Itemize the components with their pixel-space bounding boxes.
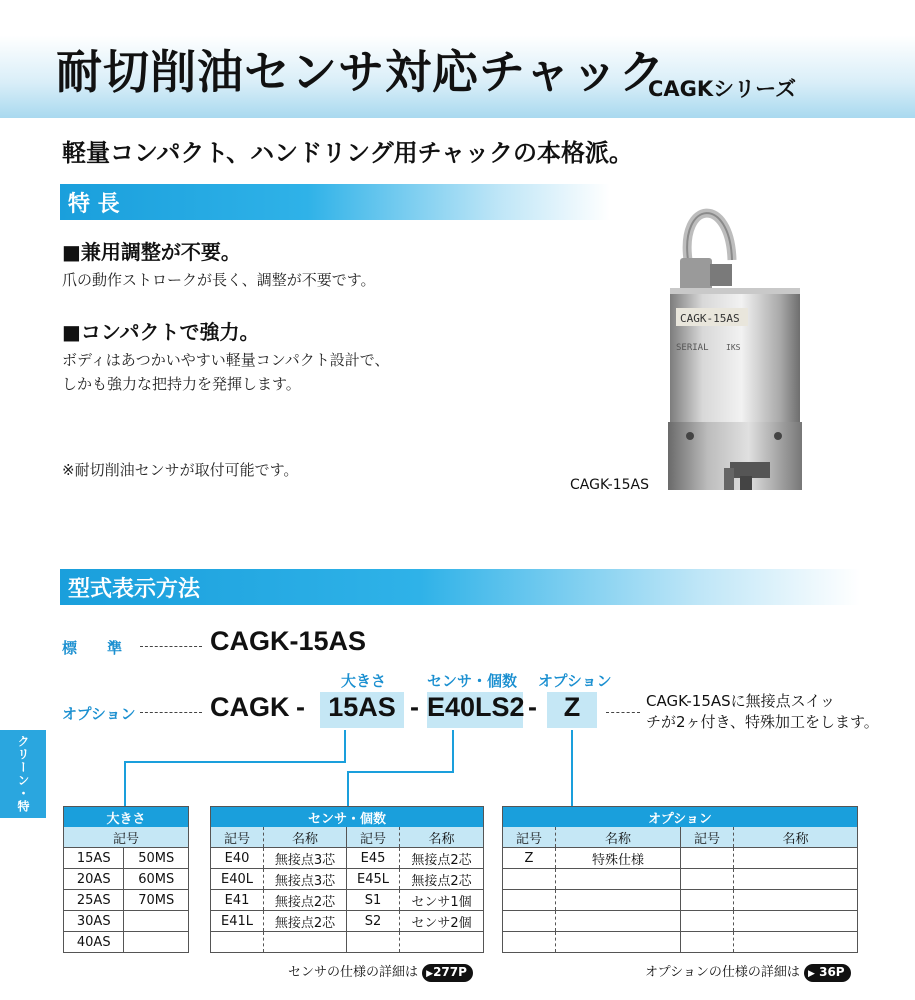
sensor-spec-reference: センサの仕様の詳細は ▶277P <box>288 961 473 982</box>
features-section-bar <box>60 184 610 220</box>
model-section-bar <box>60 569 860 605</box>
table-row: E41L 無接点2芯 S2 センサ2個 <box>211 911 484 932</box>
model-section-title: 型式表示方法 <box>68 577 201 602</box>
size-table-title: 大きさ <box>64 807 189 828</box>
product-photo <box>640 200 830 500</box>
table-row <box>503 890 858 911</box>
code-prefix: CAGK <box>210 692 290 722</box>
play-icon: ▶ <box>807 969 815 979</box>
table-row <box>503 911 858 932</box>
feature-text: ボディはあつかいやすい軽量コンパクト設計で、 <box>62 351 390 369</box>
option-code-box: Z <box>547 692 597 728</box>
sensor-note: ※耐切削油センサが取付可能です。 <box>62 461 299 479</box>
standard-code: CAGK-15AS <box>210 626 367 656</box>
photo-label-model: CAGK-15AS <box>680 312 740 325</box>
table-row: 40AS <box>64 932 189 953</box>
code-separator: - <box>296 692 305 722</box>
tagline: 軽量コンパクト、ハンドリング用チャックの本格派。 <box>62 139 633 167</box>
option-segment-label: オプション <box>538 672 612 690</box>
sensor-table-title: センサ・個数 <box>211 807 484 828</box>
photo-caption: CAGK-15AS <box>570 477 649 493</box>
table-row <box>211 932 484 953</box>
table-row: 15AS 50MS <box>64 848 189 869</box>
code-separator: - <box>528 692 537 722</box>
size-code-box: 15AS <box>320 692 404 728</box>
leader-line <box>140 712 202 713</box>
table-row <box>503 869 858 890</box>
feature-heading: ■兼用調整が不要。 <box>62 240 241 264</box>
table-row: E40 無接点3芯 E45 無接点2芯 <box>211 848 484 869</box>
table-row: 30AS <box>64 911 189 932</box>
category-side-tab[interactable]: クリーン・特 <box>0 730 46 818</box>
photo-label-maker: IKS <box>726 343 741 352</box>
sensor-code-box: E40LS2 <box>427 692 523 728</box>
option-spec-reference: オプションの仕様の詳細は ▶ 36P <box>645 961 851 982</box>
option-description: チが2ヶ付き、特殊加工をします。 <box>646 713 879 731</box>
option-label: オプション <box>62 705 136 723</box>
size-table <box>63 806 189 953</box>
option-description: CAGK-15ASに無接点スイッ <box>646 692 836 710</box>
page-title: 耐切削油センサ対応チャック <box>56 45 666 99</box>
leader-line <box>140 646 202 647</box>
feature-text: しかも強力な把持力を発揮します。 <box>62 375 301 393</box>
sensor-page-link[interactable]: ▶277P <box>422 964 473 982</box>
feature-heading: ■コンパクトで強力。 <box>62 320 260 344</box>
standard-label: 標 準 <box>62 639 123 657</box>
table-row: 25AS 70MS <box>64 890 189 911</box>
code-separator: - <box>410 692 419 722</box>
leader-line <box>606 712 640 713</box>
table-row: 20AS 60MS <box>64 869 189 890</box>
option-page-link[interactable]: ▶ 36P <box>804 964 851 982</box>
size-segment-label: 大きさ <box>341 672 387 690</box>
sensor-table: センサ・個数 記号 名称 記号 名称 E40 無接点3芯 E45 無接点2芯 E40L 無接点3芯 E45L 無接点2芯 E41 無接点2芯 S1 センサ1個 E41L 無接点2芯 S2 センサ2個 <box>210 806 484 953</box>
option-table-title: オプション <box>503 807 858 828</box>
table-row: E40L 無接点3芯 E45L 無接点2芯 <box>211 869 484 890</box>
sensor-segment-label: センサ・個数 <box>427 672 518 690</box>
option-table: オプション 記号 名称 記号 名称 Z 特殊仕様 <box>502 806 858 953</box>
feature-text: 爪の動作ストロークが長く、調整が不要です。 <box>62 271 376 289</box>
size-table-header: 記号 <box>64 827 189 848</box>
series-name: CAGKシリーズ <box>648 77 797 101</box>
table-row: Z 特殊仕様 <box>503 848 858 869</box>
features-section-title: 特 長 <box>68 192 120 217</box>
table-row: E41 無接点2芯 S1 センサ1個 <box>211 890 484 911</box>
photo-label-serial: SERIAL <box>676 343 709 353</box>
table-row <box>503 932 858 953</box>
play-icon: ▶ <box>426 969 434 979</box>
